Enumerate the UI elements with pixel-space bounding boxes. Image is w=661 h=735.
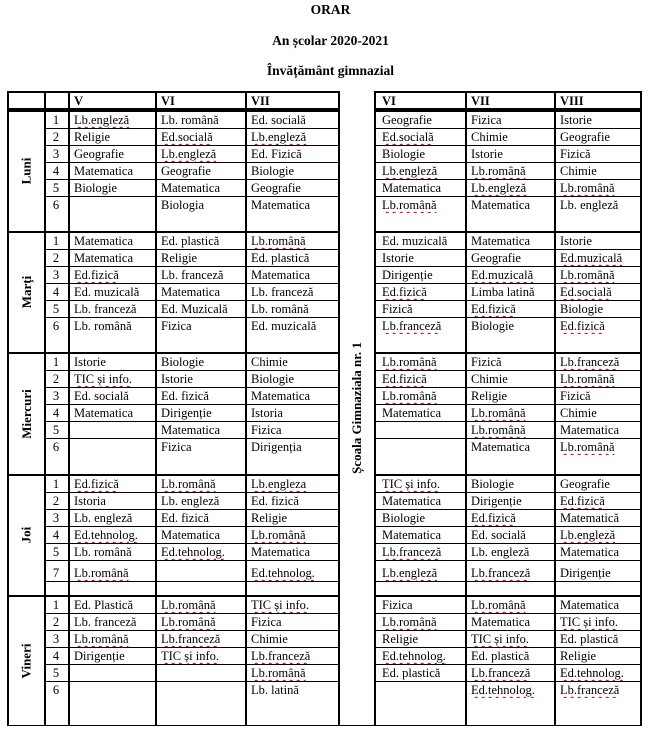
subject-cell: Lb.română — [471, 423, 526, 437]
subject-cell: Lb. română — [74, 319, 132, 333]
subject-cell: Lb. engleză — [161, 494, 220, 508]
subject-cell: Ed.tehnolog. — [382, 649, 446, 663]
subject-cell: Ed. Muzicală — [161, 302, 228, 316]
subject-cell: Religie — [471, 389, 508, 403]
subject-cell: Biologie — [251, 164, 295, 178]
subject-cell: Ed. muzicală — [74, 285, 140, 299]
period-number: 5 — [52, 545, 60, 559]
subject-cell: Ed. Fizică — [251, 147, 302, 161]
subject-cell: Geografie — [471, 251, 521, 265]
frame-left — [7, 91, 9, 725]
subject-cell: Fizică — [471, 355, 502, 369]
subject-cell: Ed.fizică — [382, 372, 427, 386]
subject-cell: Istorie — [560, 234, 592, 248]
subject-cell: Fizică — [382, 302, 413, 316]
subject-cell: Matematica — [251, 268, 310, 282]
row-line — [376, 560, 642, 561]
subject-cell: Lb.română — [161, 615, 216, 629]
subject-cell: Matematica — [74, 164, 133, 178]
subject-cell: Biologia — [161, 198, 205, 212]
subject-cell: Matematica — [161, 285, 220, 299]
school-column-left — [338, 91, 340, 725]
subject-cell: Fizica — [251, 423, 282, 437]
subject-cell: Ed. fizică — [161, 389, 209, 403]
subject-cell: Fizica — [382, 598, 413, 612]
subject-cell: Ed. Plastică — [74, 598, 134, 612]
subject-cell: Lb.franceză — [382, 319, 442, 333]
subject-cell: Ed.fizică — [471, 302, 516, 316]
class-header-left: VII — [251, 94, 270, 108]
subject-cell: Chimie — [471, 130, 508, 144]
subject-cell: Religie — [74, 130, 111, 144]
subject-cell: Lb. franceză — [74, 302, 137, 316]
subject-cell: Lb.română — [560, 181, 615, 195]
subject-cell: Chimie — [560, 406, 597, 420]
period-number: 5 — [52, 181, 60, 195]
subject-cell: Lb. română — [161, 113, 219, 127]
education-level: Învățământ gimnazial — [266, 63, 395, 78]
subject-cell: Ed. plastică — [251, 251, 310, 265]
period-number: 1 — [52, 113, 60, 127]
subject-cell: Matematica — [161, 528, 220, 542]
subject-cell: Ed. fizică — [161, 511, 209, 525]
subject-cell: Matematica — [382, 181, 441, 195]
subject-cell: Lb. engleză — [560, 198, 619, 212]
subject-cell: Lb.engleză — [560, 528, 616, 542]
subject-cell: Matematica — [251, 389, 310, 403]
class-header-right: VII — [471, 94, 490, 108]
subject-cell: Lb.română — [471, 406, 526, 420]
subject-cell: Fizică — [560, 147, 591, 161]
day-label: Joi — [18, 526, 34, 544]
subject-cell: Ed.tehnolog. — [161, 545, 225, 559]
subject-cell: Biologie — [251, 372, 295, 386]
day-label: Luni — [18, 157, 34, 185]
subject-cell: Lb.engleza — [251, 477, 307, 491]
subject-cell: Religie — [382, 632, 419, 646]
subject-cell: Lb.română — [251, 528, 306, 542]
period-number: 1 — [52, 598, 60, 612]
period-number: 3 — [52, 268, 60, 282]
subject-cell: Lb.engleză — [74, 113, 130, 127]
subject-cell: Lb. engleză — [471, 545, 530, 559]
subject-cell: Ed. socială — [251, 113, 306, 127]
subject-cell: Matematica — [251, 198, 310, 212]
subject-cell: Chimie — [251, 355, 288, 369]
subject-cell: Geografie — [74, 147, 124, 161]
subject-cell: Lb.română — [560, 372, 615, 386]
subject-cell: Lb. engleză — [74, 511, 133, 525]
subject-cell: Ed.tehnolog. — [471, 683, 535, 697]
subject-cell: Fizica — [161, 440, 192, 454]
subject-cell: Lb.franceză — [471, 666, 531, 680]
subject-cell: Lb.română — [382, 198, 437, 212]
period-number: 2 — [52, 130, 60, 144]
subject-cell: Lb.română — [161, 477, 216, 491]
subject-cell: Lb.franceză — [560, 683, 620, 697]
subject-cell: Matematică — [560, 511, 619, 525]
subject-cell: Istorie — [382, 251, 414, 265]
subject-cell: Chimie — [471, 372, 508, 386]
subject-cell: Fizica — [251, 615, 282, 629]
subject-cell: Matematica — [161, 423, 220, 437]
subject-cell: Ed.socială — [161, 130, 213, 144]
subject-cell: Lb.engleză — [161, 147, 217, 161]
subject-cell: Limba latină — [471, 285, 535, 299]
subject-cell: Matematica — [382, 528, 441, 542]
subject-cell: Lb.engleză — [471, 181, 527, 195]
subject-cell: Matematica — [74, 234, 133, 248]
subject-cell: Geografie — [560, 130, 610, 144]
subject-cell: Dirigenție — [382, 268, 433, 282]
subject-cell: Religie — [251, 511, 288, 525]
subject-cell: Lb.română — [560, 268, 615, 282]
row-line — [44, 560, 338, 561]
period-number: 2 — [52, 372, 60, 386]
subject-cell: Religie — [560, 649, 597, 663]
subject-cell: Lb.română — [74, 632, 129, 646]
subject-cell: Ed.fizică — [382, 285, 427, 299]
subject-cell: Lb.română — [382, 615, 437, 629]
subject-cell: Lb. franceză — [161, 268, 224, 282]
subject-cell: Fizica — [161, 319, 192, 333]
subject-cell: Lb.română — [471, 164, 526, 178]
school-year: An școlar 2020-2021 — [272, 33, 389, 48]
subject-cell: Istorie — [471, 147, 503, 161]
subject-cell: Ed.tehnolog. — [560, 666, 624, 680]
subject-cell: Dirigenție — [560, 566, 611, 580]
subject-cell: TIC și info. — [382, 477, 440, 491]
subject-cell: Ed.muzicală — [560, 251, 623, 265]
subject-cell: Matematica — [471, 615, 530, 629]
row-line — [44, 581, 338, 582]
subject-cell: Lb.franceză — [251, 649, 311, 663]
subject-cell: Lb.franceză — [560, 355, 620, 369]
subject-cell: Lb. franceză — [251, 285, 314, 299]
period-number: 4 — [52, 285, 60, 299]
period-number: 5 — [52, 423, 60, 437]
subject-cell: Lb.engleză — [382, 164, 438, 178]
class-header-right: VIII — [560, 94, 584, 108]
subject-cell: Ed. plastică — [471, 649, 530, 663]
subject-cell: Lb.engleză — [251, 130, 307, 144]
subject-cell: Ed. plastică — [161, 234, 220, 248]
subject-cell: Ed. plastică — [382, 666, 441, 680]
period-number: 3 — [52, 511, 60, 525]
class-header-right: VI — [382, 94, 396, 108]
subject-cell: Dirigenție — [161, 406, 212, 420]
row-line — [376, 581, 642, 582]
subject-cell: Istoria — [251, 406, 283, 420]
subject-cell: Lb. franceză — [74, 615, 137, 629]
day-label: Marți — [18, 275, 34, 309]
subject-cell: Matematica — [560, 423, 619, 437]
subject-cell: Matematica — [74, 406, 133, 420]
period-number: 4 — [52, 164, 60, 178]
subject-cell: Matematica — [560, 545, 619, 559]
subject-cell: Ed.socială — [560, 285, 612, 299]
period-number: 6 — [52, 319, 60, 333]
subject-cell: Lb.română — [560, 440, 615, 454]
subject-cell: Istorie — [161, 372, 193, 386]
subject-cell: Istoria — [74, 494, 106, 508]
frame-top-right — [376, 91, 642, 93]
subject-cell: TIC și info. — [560, 615, 618, 629]
subject-cell: Ed.fizică — [74, 477, 119, 491]
subject-cell: TIC și info. — [161, 649, 219, 663]
period-number: 3 — [52, 389, 60, 403]
subject-cell: Lb. latină — [251, 683, 299, 697]
period-number: 1 — [52, 234, 60, 248]
subject-cell: Biologie — [471, 319, 515, 333]
class-header-left: V — [74, 94, 84, 108]
subject-cell: Chimie — [560, 164, 597, 178]
subject-cell: Ed. socială — [74, 389, 129, 403]
subject-cell: Lb.română — [251, 666, 306, 680]
subject-cell: Ed. muzicală — [251, 319, 317, 333]
subject-cell: Matematica — [471, 234, 530, 248]
period-number: 2 — [52, 615, 60, 629]
subject-cell: Biologie — [560, 302, 604, 316]
subject-cell: Biologie — [74, 181, 118, 195]
period-number: 6 — [52, 440, 60, 454]
subject-cell: Ed.fizică — [74, 268, 119, 282]
subject-cell: Ed. plastică — [560, 632, 619, 646]
subject-cell: Matematica — [382, 406, 441, 420]
subject-cell: Matematica — [471, 440, 530, 454]
subject-cell: Lb.română — [471, 598, 526, 612]
frame-bottom — [7, 725, 642, 726]
subject-cell: Matematica — [382, 494, 441, 508]
subject-cell: Lb. română — [251, 302, 309, 316]
period-number: 5 — [52, 302, 60, 316]
subject-cell: Ed.tehnolog. — [251, 566, 315, 580]
subject-cell: Lb.română — [382, 389, 437, 403]
subject-cell: Lb. română — [74, 545, 132, 559]
period-number: 1 — [52, 477, 60, 491]
subject-cell: Ed.fizică — [560, 319, 605, 333]
subject-cell: TIC și info. — [251, 598, 309, 612]
subject-cell: Lb.franceză — [382, 545, 442, 559]
period-number: 7 — [52, 566, 60, 580]
period-number: 6 — [52, 683, 60, 697]
subject-cell: Matematica — [74, 251, 133, 265]
day-label: Miercuri — [18, 388, 34, 439]
subject-cell: Matematica — [251, 545, 310, 559]
subject-cell: TIC și info. — [471, 632, 529, 646]
subject-cell: Lb.română — [251, 234, 306, 248]
subject-cell: Ed.socială — [382, 130, 434, 144]
subject-cell: Lb.română — [382, 355, 437, 369]
subject-cell: Geografie — [251, 181, 301, 195]
subject-cell: Ed.muzicală — [471, 268, 534, 282]
subject-cell: Matematica — [471, 198, 530, 212]
subject-cell: Ed.tehnolog. — [74, 528, 138, 542]
day-label: Vineri — [18, 643, 34, 678]
period-number: 3 — [52, 632, 60, 646]
period-number: 2 — [52, 251, 60, 265]
subject-cell: Religie — [161, 251, 198, 265]
subject-cell: TIC și info. — [74, 372, 132, 386]
subject-cell: Biologie — [382, 511, 426, 525]
subject-cell: Geografie — [382, 113, 432, 127]
period-number: 4 — [52, 406, 60, 420]
subject-cell: Istorie — [74, 355, 106, 369]
subject-cell: Ed. muzicală — [382, 234, 448, 248]
period-number: 4 — [52, 528, 60, 542]
subject-cell: Fizica — [471, 113, 502, 127]
subject-cell: Chimie — [251, 632, 288, 646]
school-name: Școala Gimnaziala nr. 1 — [348, 342, 364, 474]
subject-cell: Lb.franceză — [471, 566, 531, 580]
subject-cell: Ed. fizică — [251, 494, 299, 508]
subject-cell: Lb.engleză — [382, 566, 438, 580]
period-number: 3 — [52, 147, 60, 161]
subject-cell: Istorie — [560, 113, 592, 127]
subject-cell: Dirigenția — [251, 440, 302, 454]
period-number: 1 — [52, 355, 60, 369]
period-number: 6 — [52, 198, 60, 212]
subject-cell: Lb.franceză — [161, 632, 221, 646]
subject-cell: Fizică — [560, 389, 591, 403]
subject-cell: Matematica — [560, 598, 619, 612]
subject-cell: Ed.fizică — [560, 494, 605, 508]
subject-cell: Geografie — [161, 164, 211, 178]
period-number: 5 — [52, 666, 60, 680]
period-number: 2 — [52, 494, 60, 508]
subject-cell: Ed.fizică — [471, 511, 516, 525]
subject-cell: Lb.română — [161, 598, 216, 612]
subject-cell: Biologie — [382, 147, 426, 161]
subject-cell: Biologie — [471, 477, 515, 491]
subject-cell: Geografie — [560, 477, 610, 491]
subject-cell: Ed. socială — [471, 528, 526, 542]
subject-cell: Dirigenție — [74, 649, 125, 663]
subject-cell: Lb.română — [74, 566, 129, 580]
subject-cell: Matematica — [161, 181, 220, 195]
page-title: ORAR — [310, 2, 351, 17]
subject-cell: Dirigenție — [471, 494, 522, 508]
subject-cell: Biologie — [161, 355, 205, 369]
class-header-left: VI — [161, 94, 175, 108]
period-number: 4 — [52, 649, 60, 663]
